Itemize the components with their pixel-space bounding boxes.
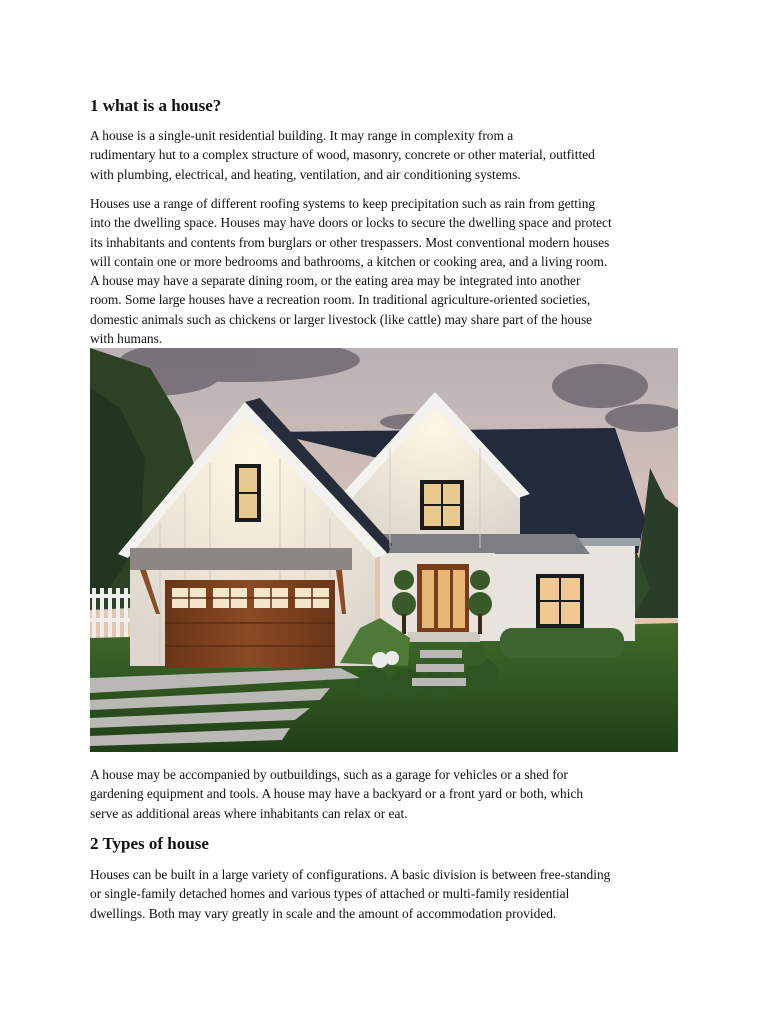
text-line: gardening equipment and tools. A house may have a backyard or a front yard or both, which: [90, 786, 584, 802]
text-line: or single-family detached homes and various types of attached or multi-family residential: [90, 886, 570, 902]
text-line: into the dwelling space. Houses may have doors or locks to secure the dwelling space and protect: [90, 215, 612, 231]
text-line: A house may be accompanied by outbuildings, such as a garage for vehicles or a shed for: [90, 767, 568, 782]
section-1-paragraph-1: [90, 126, 595, 184]
text-line: with humans.: [90, 331, 163, 347]
text-line: with plumbing, electrical, and heating, ventilation, and air conditioning systems.: [90, 166, 521, 182]
section-1-paragraph-3: [90, 765, 583, 823]
text-line: serve as additional areas where inhabitants can relax or eat.: [90, 805, 408, 821]
text-line: A house is a single-unit residential building. It may range in complexity from a: [90, 128, 514, 143]
text-line: dwellings. Both may vary greatly in scale and the amount of accommodation provided.: [90, 905, 557, 921]
text-line: rudimentary hut to a complex structure of wood, masonry, concrete or other material, outfitted: [90, 147, 595, 163]
house-photo: [90, 348, 678, 752]
text-line: domestic animals such as chickens or larger livestock (like cattle) may share part of the house: [90, 311, 593, 327]
text-line: its inhabitants and contents from burglars or other trespassers. Most conventional modern houses: [90, 234, 610, 250]
text-line: Houses use a range of different roofing systems to keep precipitation such as rain from getting: [90, 196, 596, 211]
section-1-paragraph-2: [90, 194, 612, 348]
text-line: room. Some large houses have a recreation room. In traditional agriculture-oriented societies,: [90, 292, 591, 308]
text-line: A house may have a separate dining room, or the eating area may be integrated into another: [90, 273, 581, 289]
section-1-heading: 1 what is a house?: [90, 96, 222, 115]
section-2-heading: 2 Types of house: [90, 834, 209, 853]
fence: [90, 588, 130, 638]
section-2-paragraph-1: [90, 865, 610, 923]
text-line: will contain one or more bedrooms and bathrooms, a kitchen or cooking area, and a living room.: [90, 253, 608, 269]
text-line: Houses can be built in a large variety of configurations. A basic division is between free-standing: [90, 867, 611, 882]
